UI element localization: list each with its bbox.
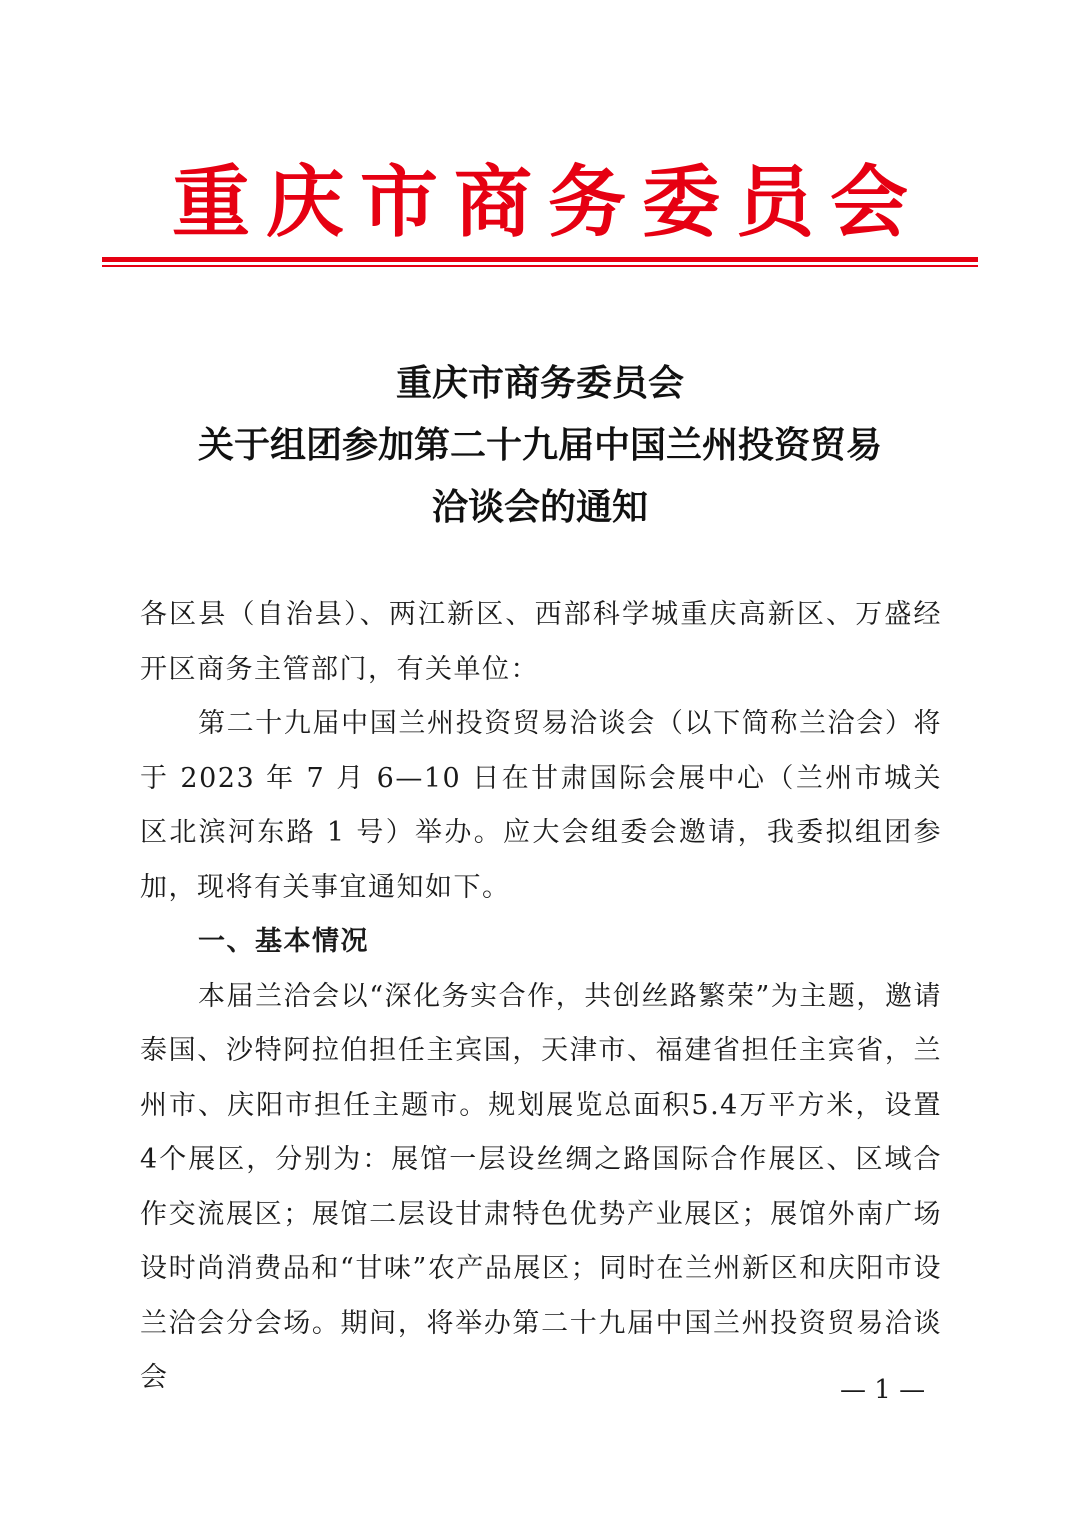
document-title: [0, 352, 1080, 538]
addressee-paragraph: 各区县（自治县）、两江新区、西部科学城重庆高新区、万盛经开区商务主管部门，有关单位：: [140, 599, 942, 685]
title-line-1: 重庆市商务委员会: [395, 362, 684, 404]
basic-info-paragraph: 本届兰洽会以“深化务实合作，共创丝路繁荣”为主题，邀请泰国、沙特阿拉伯担任主宾国，天津市、福建省担任主宾省，兰州市、庆阳市担任主题市。规划展览总面积5.4万平方米，设置4个展区，分别为：展馆一层设丝绸之路国际合作展区、区域合作交流展区；展馆二层设甘肃特色优势产业展区；展馆外南广场设时尚消费品和“甘味”农产品展区；同时在兰州新区和庆阳市设兰洽会分会场。期间，将举办第二十九届中国兰州投资贸易洽谈会: [140, 980, 942, 1393]
page-number: — 1 —: [840, 1375, 926, 1405]
letterhead-org-name: 重庆市商务委员会: [171, 157, 924, 248]
title-line-2: 关于组团参加第二十九届中国兰州投资贸易: [197, 424, 882, 466]
title-line-3: 洽谈会的通知: [431, 486, 648, 528]
document-body: [140, 588, 942, 1406]
letterhead-red-rule-thick: [102, 257, 978, 262]
letterhead-red-rule-thin: [102, 265, 978, 267]
intro-paragraph: 第二十九届中国兰州投资贸易洽谈会（以下简称兰洽会）将于 2023 年 7 月 6—10 日在甘肃国际会展中心（兰州市城关区北滨河东路 1 号）举办。应大会组委会邀请，我委拟组团参加，现将有关事宜通知如下。: [140, 708, 942, 903]
section-heading-basic-info: 一、基本情况: [198, 926, 369, 957]
